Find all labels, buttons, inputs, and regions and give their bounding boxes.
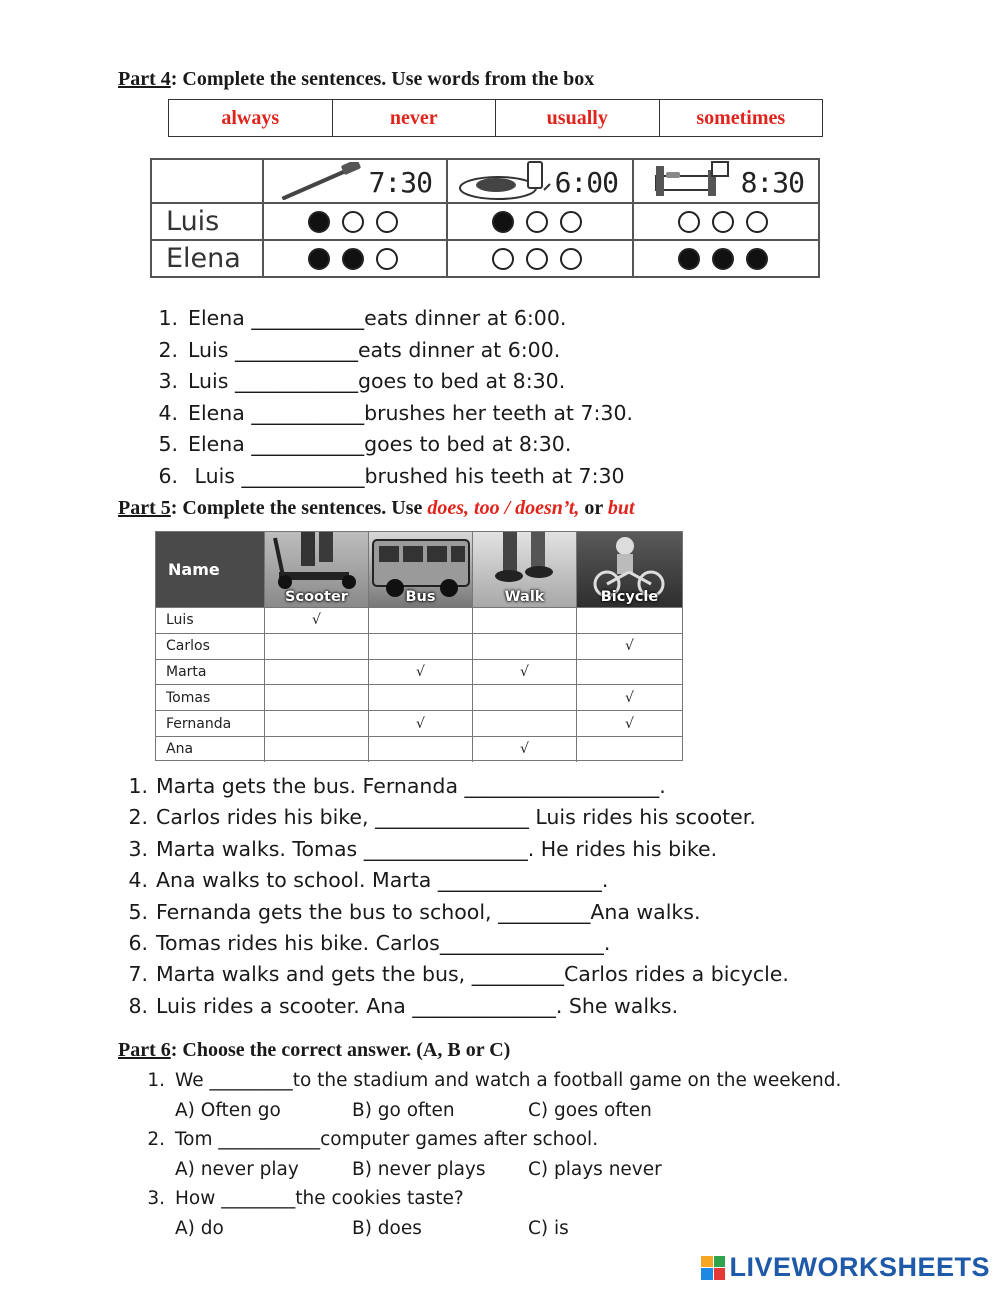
elena-dinner-cell	[448, 241, 634, 276]
empty-cell	[576, 737, 682, 762]
list-item	[124, 959, 789, 990]
part4-sentence-list	[150, 303, 633, 493]
question-options	[145, 1155, 841, 1185]
time-brush: 7:30	[368, 166, 432, 199]
item-number: 2.	[147, 1129, 165, 1150]
sentence-text: Luis ____________goes to bed at 8:30.	[188, 369, 566, 394]
part6-question-list	[145, 1066, 841, 1243]
list-item	[124, 897, 789, 928]
row-name: Fernanda	[166, 715, 232, 732]
dinner-plate-icon	[456, 160, 552, 202]
check-mark: √	[576, 685, 682, 710]
item-number: 8.	[128, 993, 148, 1018]
question-item	[145, 1125, 841, 1155]
check-mark: √	[368, 660, 472, 685]
routine-col-toothbrush	[264, 160, 448, 202]
empty-circle	[376, 211, 398, 233]
time-dinner: 6:00	[554, 166, 618, 199]
luis-brush-cell	[264, 204, 448, 239]
part4-number: Part 4	[118, 68, 171, 90]
list-item	[124, 834, 789, 865]
item-number: 1.	[147, 1070, 165, 1091]
empty-circle	[342, 211, 364, 233]
check-mark: √	[576, 634, 682, 659]
part5-sentence-list	[124, 771, 789, 1022]
sentence-text: Luis ____________eats dinner at 6:00.	[188, 337, 561, 362]
empty-cell	[472, 711, 576, 736]
empty-cell	[472, 634, 576, 659]
question-options	[145, 1096, 841, 1126]
word-always: always	[169, 100, 333, 136]
bed-icon	[652, 160, 732, 202]
word-never: never	[333, 100, 497, 136]
col-scooter	[264, 532, 368, 607]
question-options	[145, 1214, 841, 1244]
row-name: Ana	[166, 741, 194, 758]
question-text: Tom ___________computer games after school.	[175, 1129, 599, 1150]
part6-instruction: : Choose the correct answer. (A, B or C)	[170, 1039, 511, 1061]
part5-instruction: : Complete the sentences. Use	[170, 497, 428, 519]
part5-number: Part 5	[118, 497, 171, 519]
filled-circle	[712, 248, 734, 270]
table-row	[156, 736, 682, 762]
elena-bed-cell	[634, 241, 818, 276]
part4-heading	[118, 68, 594, 91]
option-c[interactable]: C) plays never	[528, 1158, 662, 1180]
item-number: 4.	[158, 400, 178, 425]
sentence-text: Fernanda gets the bus to school, _________Ana walks.	[156, 899, 701, 924]
empty-cell	[368, 685, 472, 710]
check-mark: √	[264, 608, 368, 633]
item-number: 2.	[158, 337, 178, 362]
sentence-text: Marta walks. Tomas ________________. He rides his bike.	[156, 836, 718, 861]
empty-cell	[264, 711, 368, 736]
option-b[interactable]: B) does	[352, 1217, 422, 1239]
sentence-text: Luis rides a scooter. Ana ______________. She walks.	[156, 993, 679, 1018]
part4-instruction: : Complete the sentences. Use words from the box	[170, 68, 595, 90]
routine-name-elena: Elena	[152, 241, 264, 276]
part5-or: or	[579, 497, 608, 519]
empty-cell	[576, 608, 682, 633]
row-name: Carlos	[166, 638, 210, 655]
check-mark: √	[368, 711, 472, 736]
list-item	[150, 461, 633, 493]
sentence-text: Marta walks and gets the bus, _________Carlos rides a bicycle.	[156, 962, 789, 987]
sentence-text: Luis ____________brushed his teeth at 7:30	[188, 463, 625, 488]
empty-cell	[264, 634, 368, 659]
item-number: 3.	[128, 836, 148, 861]
sentence-text: Carlos rides his bike, _______________ Luis rides his scooter.	[156, 805, 756, 830]
filled-circle	[342, 248, 364, 270]
list-item	[150, 335, 633, 367]
check-mark: √	[472, 660, 576, 685]
item-number: 5.	[128, 899, 148, 924]
empty-cell	[368, 737, 472, 762]
luis-dinner-cell	[448, 204, 634, 239]
filled-circle	[308, 211, 330, 233]
empty-circle	[560, 248, 582, 270]
empty-cell	[576, 660, 682, 685]
transport-table	[155, 531, 683, 761]
list-item	[150, 398, 633, 430]
filled-circle	[308, 248, 330, 270]
liveworksheets-brand	[701, 1252, 990, 1283]
list-item	[150, 366, 633, 398]
item-number: 7.	[128, 962, 148, 987]
col-bus	[368, 532, 472, 607]
empty-circle	[526, 248, 548, 270]
col-label-bus: Bus	[405, 589, 436, 605]
brand-text: LIVEWORKSHEETS	[729, 1252, 990, 1282]
part5-heading	[118, 497, 635, 520]
sentence-text: Elena ___________goes to bed at 8:30.	[188, 432, 572, 457]
filled-circle	[492, 211, 514, 233]
table-row	[156, 633, 682, 659]
table-row	[156, 659, 682, 685]
sentence-text: Ana walks to school. Marta ________________.	[156, 868, 609, 893]
sentence-text: Marta gets the bus. Fernanda ___________________.	[156, 774, 666, 798]
routine-table	[150, 158, 820, 278]
empty-circle	[712, 211, 734, 233]
question-text: How ________the cookies taste?	[175, 1188, 464, 1209]
empty-cell	[264, 737, 368, 762]
routine-name-luis: Luis	[152, 204, 264, 239]
routine-col-bed	[634, 160, 818, 202]
empty-circle	[492, 248, 514, 270]
word-box	[168, 99, 823, 137]
routine-corner-cell	[152, 160, 264, 202]
item-number: 4.	[128, 868, 148, 893]
option-b[interactable]: B) go often	[352, 1099, 455, 1121]
empty-circle	[526, 211, 548, 233]
routine-row-elena	[152, 241, 818, 276]
empty-cell	[368, 608, 472, 633]
row-name: Luis	[166, 612, 194, 629]
item-number: 1.	[158, 306, 178, 330]
elena-brush-cell	[264, 241, 448, 276]
empty-cell	[368, 634, 472, 659]
check-mark: √	[576, 711, 682, 736]
empty-cell	[472, 685, 576, 710]
empty-circle	[678, 211, 700, 233]
option-a[interactable]: A) never play	[175, 1158, 299, 1180]
empty-circle	[746, 211, 768, 233]
option-c[interactable]: C) is	[528, 1217, 569, 1239]
empty-cell	[264, 685, 368, 710]
option-a[interactable]: A) do	[175, 1217, 224, 1239]
empty-cell	[264, 660, 368, 685]
routine-header-row	[152, 160, 818, 204]
table-row	[156, 710, 682, 736]
list-item	[124, 771, 789, 802]
item-number: 3.	[147, 1188, 165, 1209]
item-number: 2.	[128, 805, 148, 830]
routine-col-dinner	[448, 160, 634, 202]
option-b[interactable]: B) never plays	[352, 1158, 486, 1180]
empty-circle	[560, 211, 582, 233]
col-bicycle	[576, 532, 682, 607]
list-item	[150, 303, 633, 335]
part6-number: Part 6	[118, 1039, 171, 1061]
table-row	[156, 684, 682, 710]
question-text: We _________to the stadium and watch a football game on the weekend.	[175, 1070, 842, 1091]
time-bed: 8:30	[740, 166, 804, 199]
name-header: Name	[156, 532, 264, 607]
empty-cell	[472, 608, 576, 633]
table-row	[156, 607, 682, 633]
filled-circle	[678, 248, 700, 270]
item-number: 3.	[158, 369, 178, 394]
filled-circle	[746, 248, 768, 270]
check-mark: √	[472, 737, 576, 762]
list-item	[124, 802, 789, 833]
sentence-text: Elena ___________eats dinner at 6:00.	[188, 306, 567, 330]
list-item	[124, 865, 789, 896]
luis-bed-cell	[634, 204, 818, 239]
row-name: Marta	[166, 663, 207, 680]
col-label-bicycle: Bicycle	[600, 589, 659, 605]
empty-circle	[376, 248, 398, 270]
part5-but: but	[607, 497, 635, 519]
col-walk	[472, 532, 576, 607]
question-item	[145, 1184, 841, 1214]
sentence-text: Elena ___________brushes her teeth at 7:30.	[188, 400, 634, 425]
routine-row-luis	[152, 204, 818, 241]
word-sometimes: sometimes	[696, 106, 786, 129]
item-number: 5.	[158, 432, 178, 457]
row-name: Tomas	[166, 689, 211, 706]
part5-keywords: does, too / doesn’t,	[427, 497, 580, 519]
toothbrush-icon	[278, 162, 368, 202]
transport-header-row	[156, 532, 682, 607]
question-item	[145, 1066, 841, 1096]
list-item	[124, 991, 789, 1022]
liveworksheets-logo-icon	[701, 1256, 725, 1280]
word-usually: usually	[496, 100, 660, 136]
item-number: 1.	[128, 774, 148, 798]
col-label-scooter: Scooter	[285, 589, 348, 605]
option-a[interactable]: A) Often go	[175, 1099, 281, 1121]
list-item	[150, 429, 633, 461]
part6-heading	[118, 1039, 510, 1062]
sentence-text: Tomas rides his bike. Carlos________________.	[156, 930, 611, 955]
item-number: 6.	[158, 463, 178, 488]
item-number: 6.	[128, 930, 148, 955]
list-item	[124, 928, 789, 959]
option-c[interactable]: C) goes often	[528, 1099, 652, 1121]
col-label-walk: Walk	[504, 589, 545, 605]
